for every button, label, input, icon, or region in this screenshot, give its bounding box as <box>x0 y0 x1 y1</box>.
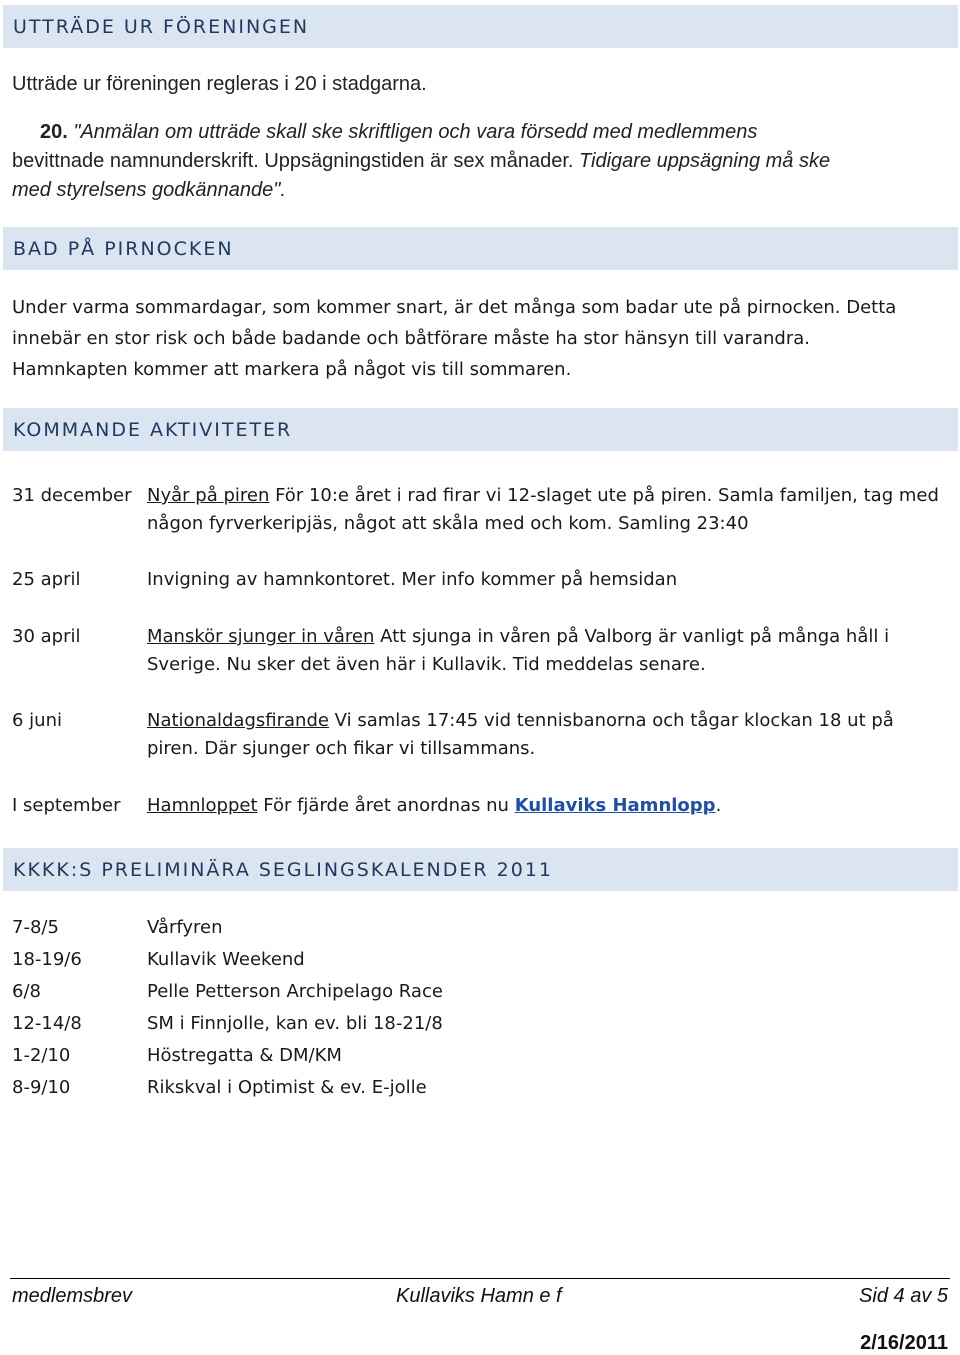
footer-date: 2/16/2011 <box>860 1332 948 1354</box>
quote-line-1: "Anmälan om utträde skall ske skriftligen och vara försedd med medlemmens <box>67 121 758 143</box>
section-heading-bad <box>3 227 958 270</box>
quote-line-2: bevittnade namnunderskrift. Uppsägningstiden är sex månader. <box>12 150 574 172</box>
uttrade-intro: Utträde ur föreningen regleras i 20 i stadgarna. <box>12 73 427 95</box>
footer-center: Kullaviks Hamn e f <box>396 1285 562 1307</box>
activity-text-2: någon fyrverkeripjäs, något att skåla med och kom. Samling 23:40 <box>147 513 749 534</box>
footer-left: medlemsbrev <box>12 1285 133 1307</box>
activity-date: 31 december <box>12 485 132 506</box>
bad-line-3: Hamnkapten kommer att markera på något vis till sommaren. <box>12 359 572 380</box>
section-heading-text: KKKK:S PRELIMINÄRA SEGLINGSKALENDER 2011 <box>13 858 553 881</box>
footer-page: Sid 4 av 5 <box>859 1285 948 1307</box>
bad-line-2: innebär en stor risk och både badande och båtförare måste ha stor hänsyn till varandra. <box>12 328 810 349</box>
section-heading-uttrade <box>3 5 958 48</box>
activity-text-end: . <box>715 795 722 816</box>
calendar-event: Rikskval i Optimist & ev. E-jolle <box>147 1077 427 1098</box>
activity-title: Hamnloppet <box>147 795 258 816</box>
activity-date: 6 juni <box>12 710 62 731</box>
activity-text: Att sjunga in våren på Valborg är vanligt på många håll i <box>374 626 890 647</box>
activity-date: 25 april <box>12 569 81 590</box>
bad-paragraph <box>12 292 957 385</box>
activity-title: Manskör sjunger in våren <box>147 626 375 647</box>
calendar-event: Höstregatta & DM/KM <box>147 1045 342 1066</box>
calendar-event: Pelle Petterson Archipelago Race <box>147 981 443 1002</box>
activity-text: Vi samlas 17:45 vid tennisbanorna och tågar klockan 18 ut på <box>328 710 894 731</box>
activity-item <box>147 792 947 820</box>
section-heading-text: BAD PÅ PIRNOCKEN <box>13 237 234 260</box>
calendar-date: 18-19/6 <box>12 949 82 970</box>
activity-item <box>147 482 947 538</box>
quote-line-3: med styrelsens godkännande". <box>12 179 286 201</box>
activity-text-2: piren. Där sjunger och fikar vi tillsammans. <box>147 738 536 759</box>
section-heading-text: UTTRÄDE UR FÖRENINGEN <box>13 15 310 38</box>
activity-title: Nyår på piren <box>147 485 270 506</box>
paragraph-number: 20. <box>40 121 68 143</box>
activity-item <box>147 623 947 679</box>
quote-line-2b: Tidigare uppsägning må ske <box>573 150 831 172</box>
activity-text: För 10:e året i rad firar vi 12-slaget ute på piren. Samla familjen, tag med <box>269 485 939 506</box>
calendar-date: 8-9/10 <box>12 1077 71 1098</box>
section-heading-aktiviteter <box>3 408 958 451</box>
activity-text-2: Sverige. Nu sker det även här i Kullavik. Tid meddelas senare. <box>147 654 706 675</box>
calendar-event: SM i Finnjolle, kan ev. bli 18-21/8 <box>147 1013 443 1034</box>
activity-date: I september <box>12 795 121 816</box>
section-heading-kalender <box>3 848 958 891</box>
section-heading-text: KOMMANDE AKTIVITETER <box>13 418 293 441</box>
activity-title: Nationaldagsfirande <box>147 710 329 731</box>
activity-date: 30 april <box>12 626 81 647</box>
calendar-date: 12-14/8 <box>12 1013 82 1034</box>
activity-text: För fjärde året anordnas nu <box>257 795 515 816</box>
activity-item <box>147 566 947 594</box>
footer-divider <box>10 1278 950 1279</box>
calendar-event: Vårfyren <box>147 917 223 938</box>
hamnlopp-link[interactable]: Kullaviks Hamnlopp <box>514 795 716 816</box>
activity-text: Invigning av hamnkontoret. Mer info kommer på hemsidan <box>147 569 678 590</box>
calendar-event: Kullavik Weekend <box>147 949 305 970</box>
calendar-date: 1-2/10 <box>12 1045 71 1066</box>
calendar-date: 6/8 <box>12 981 41 1002</box>
uttrade-paragraph <box>12 118 952 205</box>
bad-line-1: Under varma sommardagar, som kommer snart, är det många som badar ute på pirnocken. Detta <box>12 297 897 318</box>
activity-item <box>147 707 947 763</box>
calendar-date: 7-8/5 <box>12 917 59 938</box>
